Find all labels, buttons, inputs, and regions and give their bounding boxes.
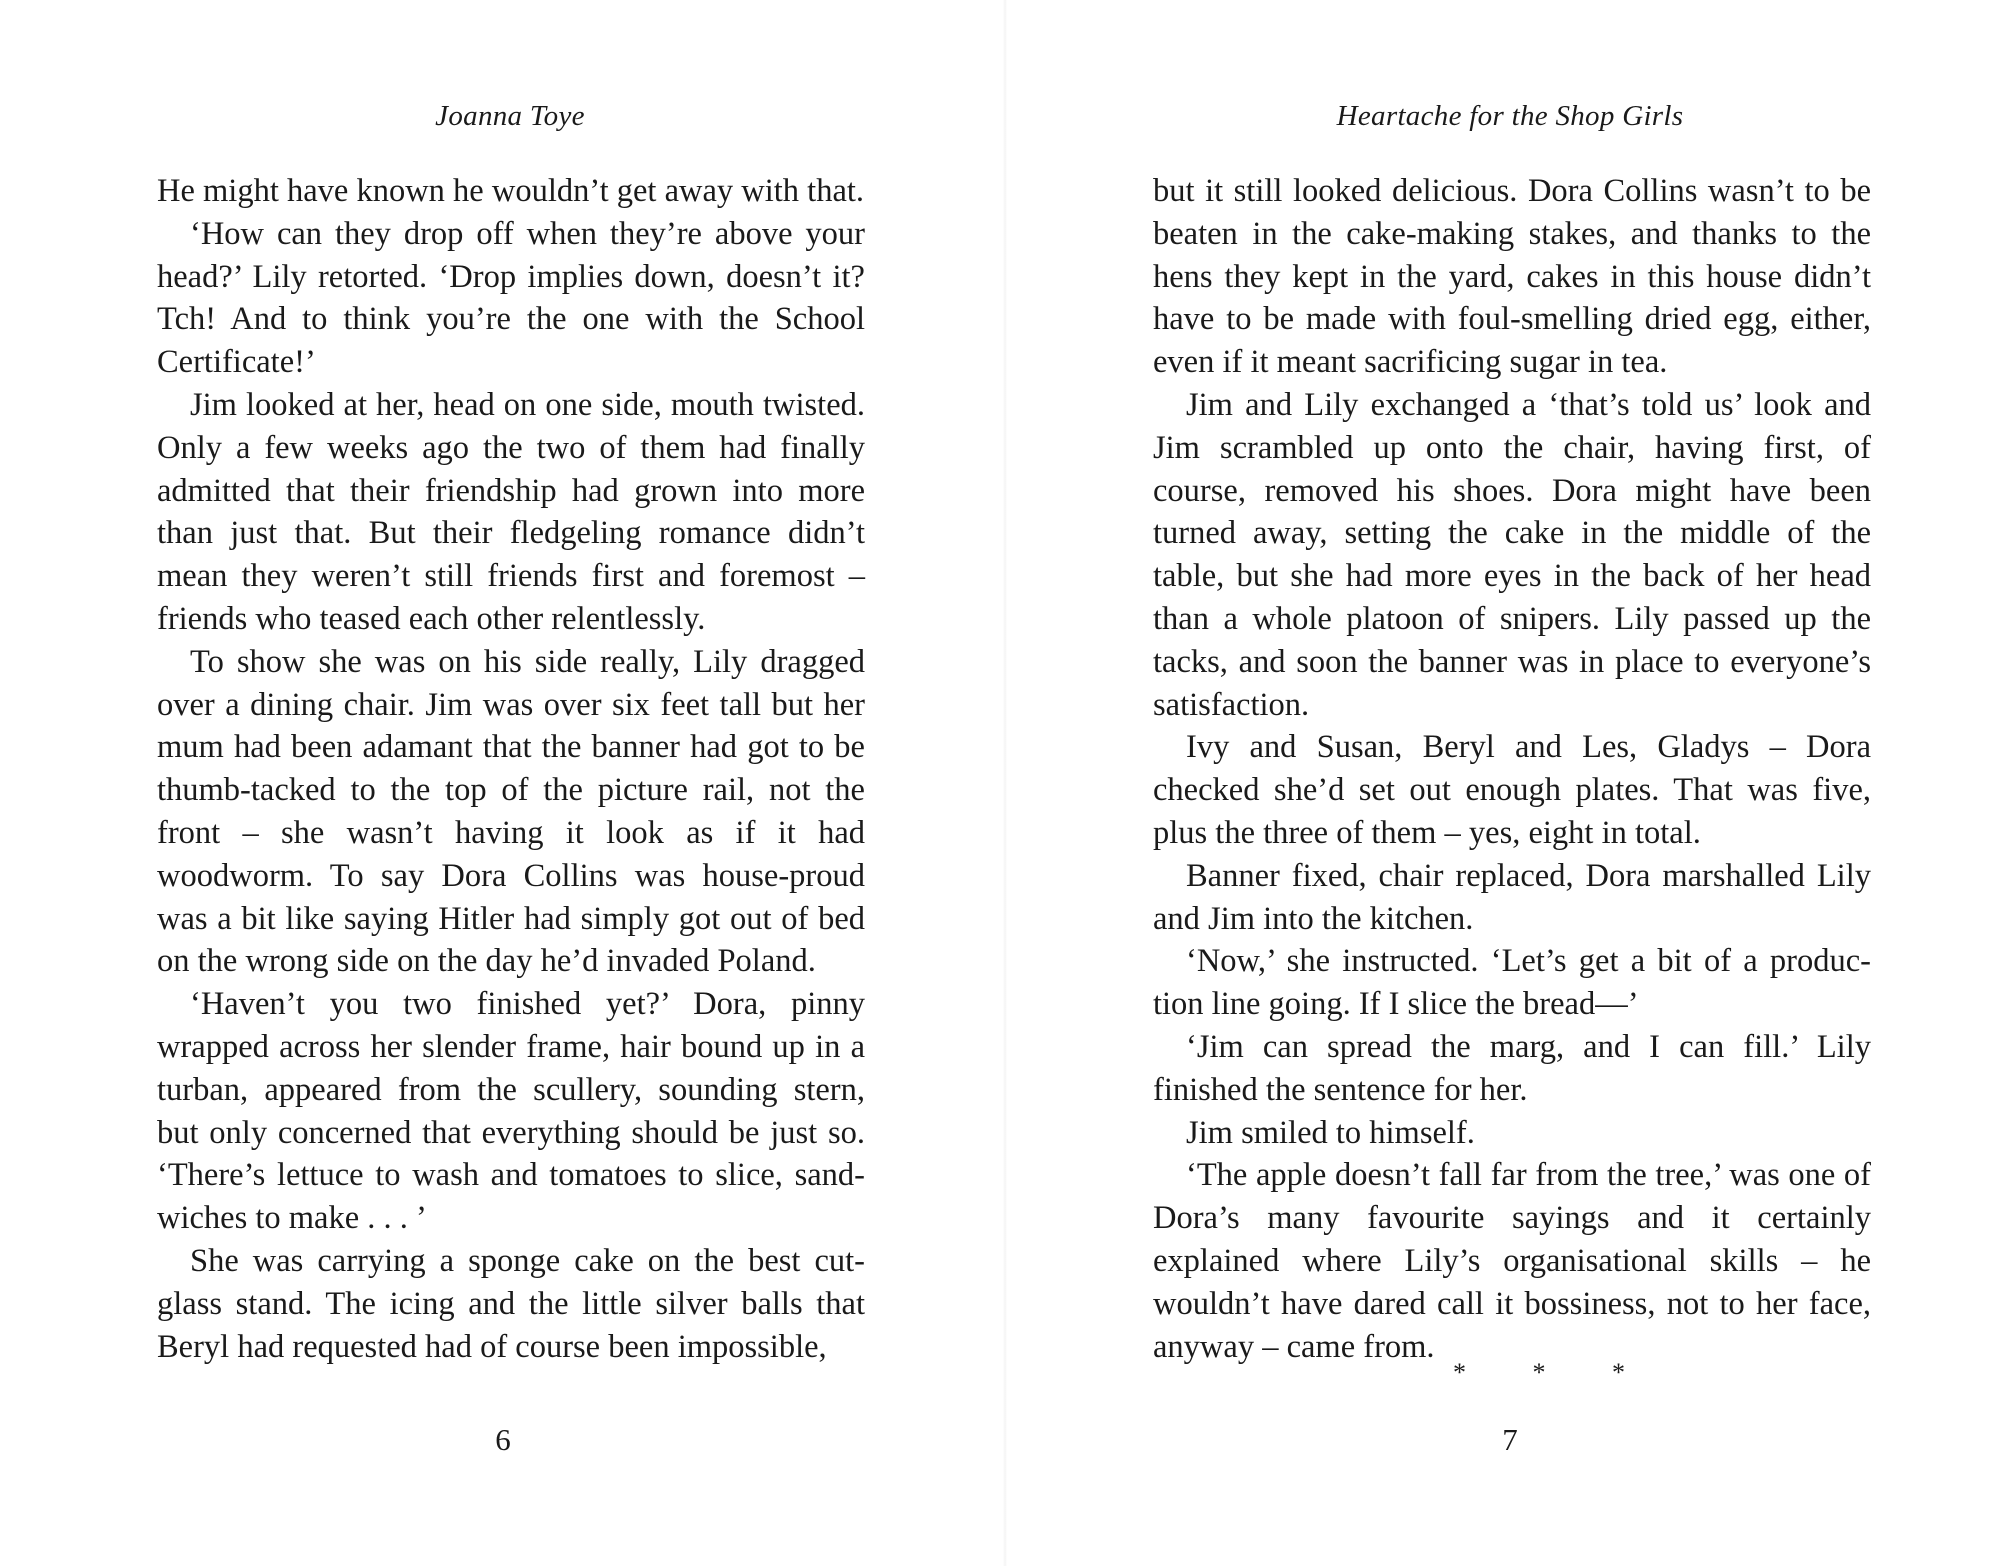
paragraph: Banner fixed, chair replaced, Dora marshalled Lily and Jim into the kitchen. [1153,857,1871,937]
paragraph: ‘Haven’t you two finished yet?’ Dora, pinny wrapped across her slender frame, hair bound up in a turban, appeared from the scullery, sounding stern, but only concerned that everything should be just so. ‘There’s lettuce to wash and tomatoes to slice, sand-wiches to make . . . ’ [157,986,865,1237]
running-head-author: Joanna Toye [435,100,585,132]
page-number: 6 [495,1422,511,1457]
right-page-body [1153,170,1871,1368]
paragraph: Jim looked at her, head on one side, mouth twisted. Only a few weeks ago the two of them had finally admitted that their friendship had grown into more than just that. But their fledgeling romance didn’t mean they weren’t still friends first and foremost – friends who teased each other relentlessly. [157,386,865,637]
paragraph: Jim and Lily exchanged a ‘that’s told us’ look and Jim scrambled up onto the chair, having first, of course, removed his shoes. Dora might have been turned away, setting the cake in the middle of the table, but she had more eyes in the back of her head than a whole platoon of snipers. Lily passed up the tacks, and soon the banner was in place to everyone’s satisfaction. [1153,386,1871,723]
left-page-body [157,170,865,1368]
paragraph: She was carrying a sponge cake on the best cut-glass stand. The icing and the little silver balls that Beryl had requested had of course been impossible, [157,1242,865,1365]
page-number: 7 [1502,1422,1518,1457]
running-head-title: Heartache for the Shop Girls [1336,100,1684,132]
paragraph: but it still looked delicious. Dora Collins wasn’t to be beaten in the cake-making stakes, and thanks to the hens they kept in the yard, cakes in this house didn’t have to be made with foul-smelling dried egg, either, even if it meant sacrificing sugar in tea. [1153,173,1871,381]
paragraph: ‘How can they drop off when they’re above your head?’ Lily retorted. ‘Drop implies down, doesn’t it? Tch! And to think you’re the one with the School Certificate!’ [157,215,865,381]
paragraph: ‘Jim can spread the marg, and I can fill.’ Lily finished the sentence for her. [1153,1028,1871,1108]
paragraph: To show she was on his side really, Lily dragged over a dining chair. Jim was over six feet tall but her mum had been adamant that the banner had got to be thumb-tacked to the top of the picture rail, not the front – she wasn’t having it look as if it had woodworm. To say Dora Collins was house-proud was a bit like saying Hitler had simply got out of bed on the wrong side on the day he’d invaded Poland. [157,643,865,980]
section-break-asterisks: * * * [1453,1358,1655,1387]
paragraph: Ivy and Susan, Beryl and Les, Gladys – Dora checked she’d set out enough plates. That was five, plus the three of them – yes, eight in total. [1153,729,1871,851]
paragraph: Jim smiled to himself. [1186,1114,1475,1151]
right-page [1005,0,2010,1566]
paragraph: ‘The apple doesn’t fall far from the tree,’ was one of Dora’s many favourite sayings and it certainly explained where Lily’s organisational skills – he wouldn’t have dared call it bossiness, not to her face, anyway – came from. [1153,1157,1871,1365]
paragraph: ‘Now,’ she instructed. ‘Let’s get a bit of a produc-tion line going. If I slice the bread—’ [1153,943,1871,1023]
paragraph: He might have known he wouldn’t get away with that. [157,173,865,209]
